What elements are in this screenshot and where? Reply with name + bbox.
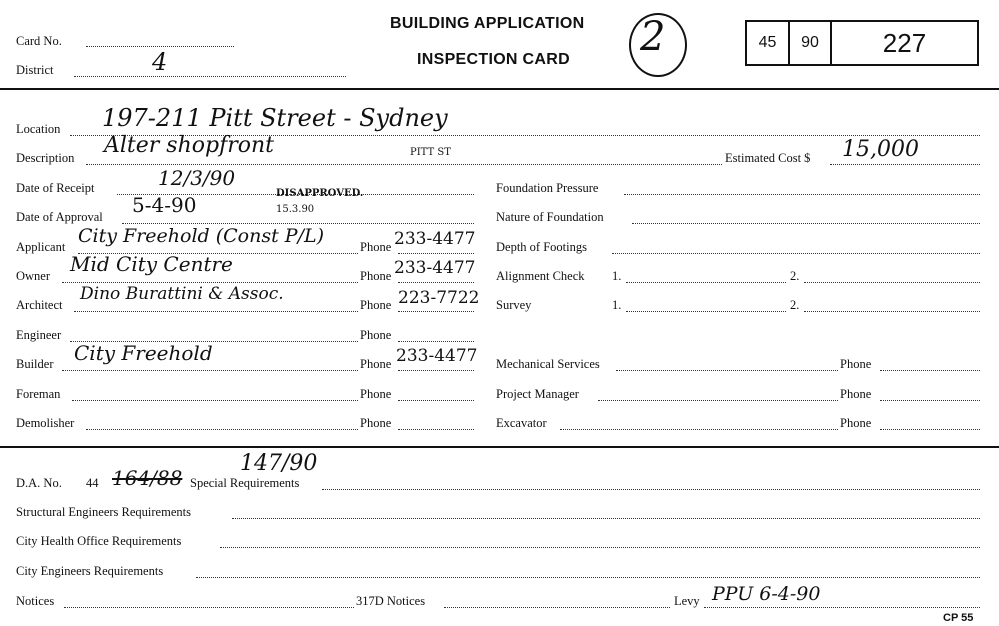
- card-no-label: Card No.: [16, 34, 62, 48]
- excavator-dotted-line: [560, 429, 838, 430]
- owner-phone-dotted-line: [398, 282, 474, 283]
- city-health-dotted-line: [220, 547, 980, 548]
- notices-317d-label: 317D Notices: [356, 594, 426, 608]
- levy-dotted-line: [704, 607, 980, 608]
- da-new-number: 147/90: [240, 451, 318, 476]
- alignment-check-num-2: 2.: [790, 269, 800, 283]
- applicant-phone-label: Phone: [360, 240, 392, 254]
- date-of-approval-label: Date of Approval: [16, 210, 103, 224]
- estimated-cost-label: Estimated Cost $: [725, 151, 811, 165]
- applicant-phone-dotted-line: [398, 253, 474, 254]
- nature-of-foundation-dotted-line: [632, 223, 980, 224]
- architect-phone-label: Phone: [360, 298, 392, 312]
- survey-dotted-line-1: [626, 311, 786, 312]
- survey-num-2: 2.: [790, 298, 800, 312]
- owner-phone: 233-4477: [394, 258, 476, 278]
- da-no-label: D.A. No.: [16, 476, 62, 490]
- district-dotted-line: [74, 76, 346, 77]
- alignment-check-dotted-line-1: [626, 282, 786, 283]
- description-dotted-line: [86, 164, 722, 165]
- structural-engineers-label: Structural Engineers Requirements: [16, 505, 191, 519]
- architect-dotted-line: [74, 311, 358, 312]
- title-line-2: INSPECTION CARD: [417, 51, 570, 68]
- foundation-pressure-label: Foundation Pressure: [496, 181, 599, 195]
- location-label: Location: [16, 122, 61, 136]
- structural-engineers-dotted-line: [232, 518, 980, 519]
- form-code: CP 55: [943, 612, 974, 624]
- architect-phone-dotted-line: [398, 311, 474, 312]
- nature-of-foundation-label: Nature of Foundation: [496, 210, 604, 224]
- mechanical-services-dotted-line: [616, 370, 838, 371]
- owner-dotted-line: [62, 282, 358, 283]
- reference-box-cell-1: 45: [747, 22, 790, 64]
- disapproved-note: DISAPPROVED.: [276, 188, 364, 199]
- project-manager-label: Project Manager: [496, 387, 579, 401]
- section-divider: [0, 446, 999, 448]
- alignment-check-num-1: 1.: [612, 269, 622, 283]
- engineer-phone-label: Phone: [360, 328, 392, 342]
- special-requirements-dotted-line: [322, 489, 980, 490]
- mechanical-services-label: Mechanical Services: [496, 357, 600, 371]
- builder-label: Builder: [16, 357, 54, 371]
- builder-value: City Freehold: [74, 341, 213, 365]
- applicant-phone: 233-4477: [394, 229, 476, 249]
- builder-phone-label: Phone: [360, 357, 392, 371]
- owner-value: Mid City Centre: [70, 252, 233, 276]
- city-engineers-dotted-line: [196, 577, 980, 578]
- mechanical-services-phone-label: Phone: [840, 357, 872, 371]
- excavator-phone-dotted-line: [880, 429, 980, 430]
- notices-label: Notices: [16, 594, 55, 608]
- builder-phone: 233-4477: [396, 346, 478, 366]
- survey-label: Survey: [496, 298, 532, 312]
- disapproved-date: 15.3.90: [276, 204, 315, 215]
- builder-dotted-line: [62, 370, 358, 371]
- special-requirements-label: Special Requirements: [190, 476, 300, 490]
- foreman-dotted-line: [72, 400, 358, 401]
- survey-num-1: 1.: [612, 298, 622, 312]
- demolisher-phone-label: Phone: [360, 416, 392, 430]
- builder-phone-dotted-line: [398, 370, 474, 371]
- excavator-label: Excavator: [496, 416, 547, 430]
- applicant-value: City Freehold (Const P/L): [78, 225, 324, 247]
- mechanical-services-phone-dotted-line: [880, 370, 980, 371]
- header-divider: [0, 88, 999, 90]
- demolisher-label: Demolisher: [16, 416, 75, 430]
- foreman-label: Foreman: [16, 387, 61, 401]
- project-manager-phone-label: Phone: [840, 387, 872, 401]
- project-manager-dotted-line: [598, 400, 838, 401]
- alignment-check-dotted-line-2: [804, 282, 980, 283]
- depth-of-footings-label: Depth of Footings: [496, 240, 587, 254]
- description-label: Description: [16, 151, 75, 165]
- district-value: 4: [152, 48, 168, 76]
- levy-label: Levy: [674, 594, 700, 608]
- notices-dotted-line: [64, 607, 354, 608]
- architect-phone: 223-7722: [398, 288, 480, 308]
- date-of-approval-dotted-line: [122, 223, 474, 224]
- survey-dotted-line-2: [804, 311, 980, 312]
- location-value: 197-211 Pitt Street - Sydney: [102, 104, 448, 132]
- architect-value: Dino Burattini & Assoc.: [80, 284, 284, 304]
- city-engineers-label: City Engineers Requirements: [16, 564, 164, 578]
- engineer-phone-dotted-line: [398, 341, 474, 342]
- alignment-check-label: Alignment Check: [496, 269, 585, 283]
- architect-label: Architect: [16, 298, 63, 312]
- demolisher-phone-dotted-line: [398, 429, 474, 430]
- estimated-cost-dotted-line: [830, 164, 980, 165]
- card-no-dotted-line: [86, 46, 234, 47]
- foreman-phone-label: Phone: [360, 387, 392, 401]
- foreman-phone-dotted-line: [398, 400, 474, 401]
- notices-317d-dotted-line: [444, 607, 670, 608]
- description-value: Alter shopfront: [104, 133, 274, 158]
- title-line-1: BUILDING APPLICATION: [390, 15, 585, 32]
- foundation-pressure-dotted-line: [624, 194, 980, 195]
- reference-box-cell-3: 227: [882, 27, 927, 58]
- reference-box-cell-2: 90: [790, 22, 832, 64]
- da-old-number: 164/88: [112, 466, 183, 490]
- engineer-label: Engineer: [16, 328, 62, 342]
- excavator-phone-label: Phone: [840, 416, 872, 430]
- circled-number: 2: [640, 14, 666, 60]
- reference-box: [745, 20, 979, 66]
- demolisher-dotted-line: [86, 429, 358, 430]
- applicant-label: Applicant: [16, 240, 66, 254]
- city-health-label: City Health Office Requirements: [16, 534, 182, 548]
- owner-phone-label: Phone: [360, 269, 392, 283]
- levy-value: PPU 6-4-90: [712, 583, 821, 605]
- date-of-approval-value: 5-4-90: [132, 193, 197, 217]
- da-prefix: 44: [86, 476, 99, 490]
- project-manager-phone-dotted-line: [880, 400, 980, 401]
- date-of-receipt-value: 12/3/90: [158, 166, 236, 190]
- date-of-receipt-label: Date of Receipt: [16, 181, 95, 195]
- depth-of-footings-dotted-line: [612, 253, 980, 254]
- district-label: District: [16, 63, 54, 77]
- owner-label: Owner: [16, 269, 51, 283]
- estimated-cost-value: 15,000: [842, 137, 919, 162]
- description-note: PITT ST: [410, 147, 451, 158]
